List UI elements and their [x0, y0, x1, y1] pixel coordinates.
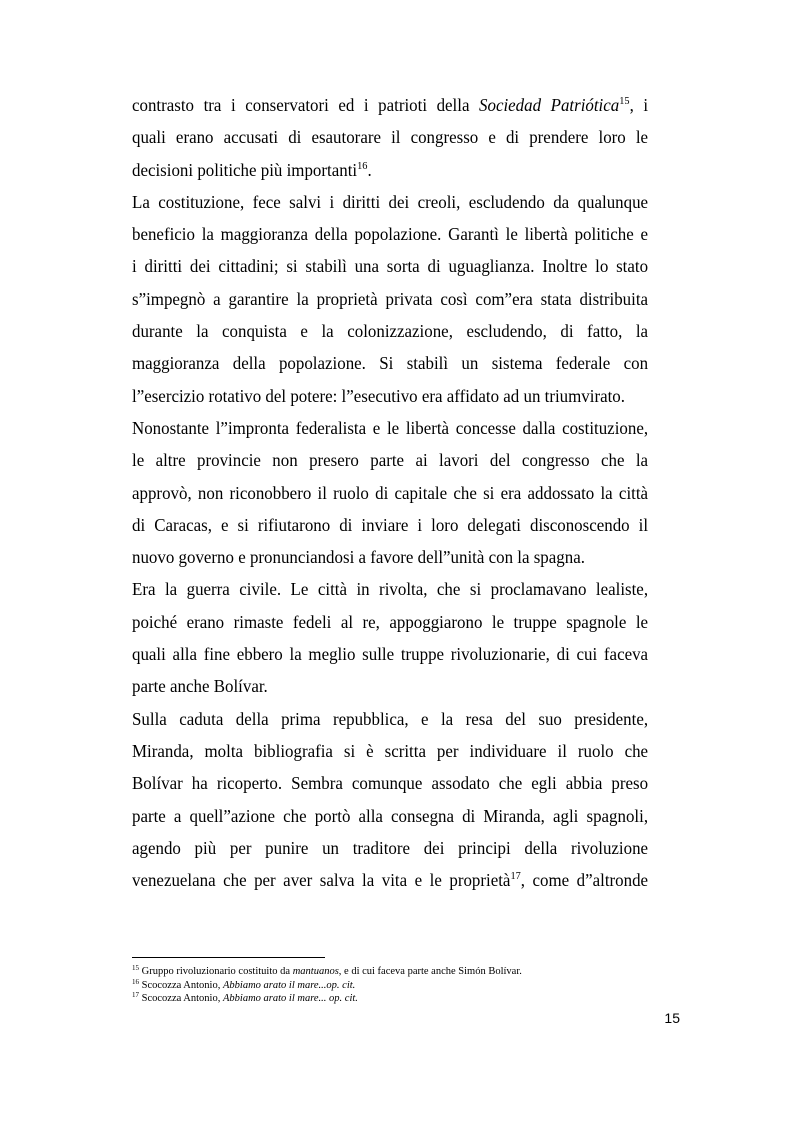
text-line: maggioranza della popolazione. Si stabilì un sistema federale con [132, 353, 649, 374]
text-line: poiché erano rimaste fedeli al re, appoggiarono le truppe spagnole le [132, 611, 649, 632]
text-line: quali alla fine ebbero la meglio sulle truppe rivoluzionarie, di cui faceva [132, 644, 649, 665]
text-line: contrasto tra i conservatori ed i patrioti della Sociedad Patriótica$^{15}$, i [132, 95, 649, 115]
page-number: 15 [664, 1010, 680, 1026]
text-line: i diritti dei cittadini; si stabilì una sorta di uguaglianza. Inoltre lo stato [132, 256, 649, 277]
text-line: quali erano accusati di esautorare il congresso e di prendere loro le [132, 127, 649, 148]
text-line: nuovo governo e pronunciandosi a favore dell”unità con la spagna. [132, 547, 585, 568]
text-line: parte anche Bolívar. [132, 676, 268, 697]
text-line: l”esercizio rotativo del potere: l”esecutivo era affidato ad un triumvirato. [132, 385, 625, 406]
text-line: Nonostante l”impronta federalista e le libertà concesse dalla costituzione, [132, 417, 649, 438]
text-line: Miranda, molta bibliografia si è scritta per individuare il ruolo che [132, 740, 649, 761]
text-line: Sulla caduta della prima repubblica, e la resa del suo presidente, [132, 708, 649, 729]
footnote: $^{16}$ Scocozza Antonio, Abbiamo arato il mare...op. cit. [132, 977, 356, 991]
text-line: le altre provincie non presero parte ai lavori del congresso che la [132, 450, 649, 471]
text-line: beneficio la maggioranza della popolazione. Garantì le libertà politiche e [132, 224, 649, 245]
text-line: parte a quell”azione che portò alla consegna di Miranda, agli spagnoli, [132, 805, 649, 826]
text-line: approvò, non riconobbero il ruolo di capitale che si era addossato la città [132, 482, 649, 503]
text-line: agendo più per punire un traditore dei principi della rivoluzione [132, 837, 649, 858]
text-line: Era la guerra civile. Le città in rivolta, che si proclamavano lealiste, [132, 579, 649, 600]
body-text [132, 89, 648, 896]
footnote: $^{17}$ Scocozza Antonio, Abbiamo arato il mare... op. cit. [132, 991, 358, 1004]
text-line: Bolívar ha ricoperto. Sembra comunque assodato che egli abbia preso [132, 773, 649, 794]
text-line: venezuelana che per aver salva la vita e le proprietà$^{17}$, come d”altronde [132, 870, 649, 891]
text-line: La costituzione, fece salvi i diritti dei creoli, escludendo da qualunque [132, 191, 649, 212]
text-line: di Caracas, e si rifiutarono di inviare i loro delegati disconoscendo il [132, 514, 649, 535]
text-line: decisioni politiche più importanti$^{16}$. [132, 159, 372, 180]
footnote: $^{15}$ Gruppo rivoluzionario costituito da mantuanos, e di cui faceva parte anche Simón Bolívar. [132, 964, 522, 977]
footnotes [132, 965, 692, 1006]
text-line: s”impegnò a garantire la proprietà privata così com”era stata distribuita [132, 288, 649, 309]
text-line: durante la conquista e la colonizzazione, escludendo, di fatto, la [132, 321, 649, 342]
footnote-separator [132, 957, 325, 958]
